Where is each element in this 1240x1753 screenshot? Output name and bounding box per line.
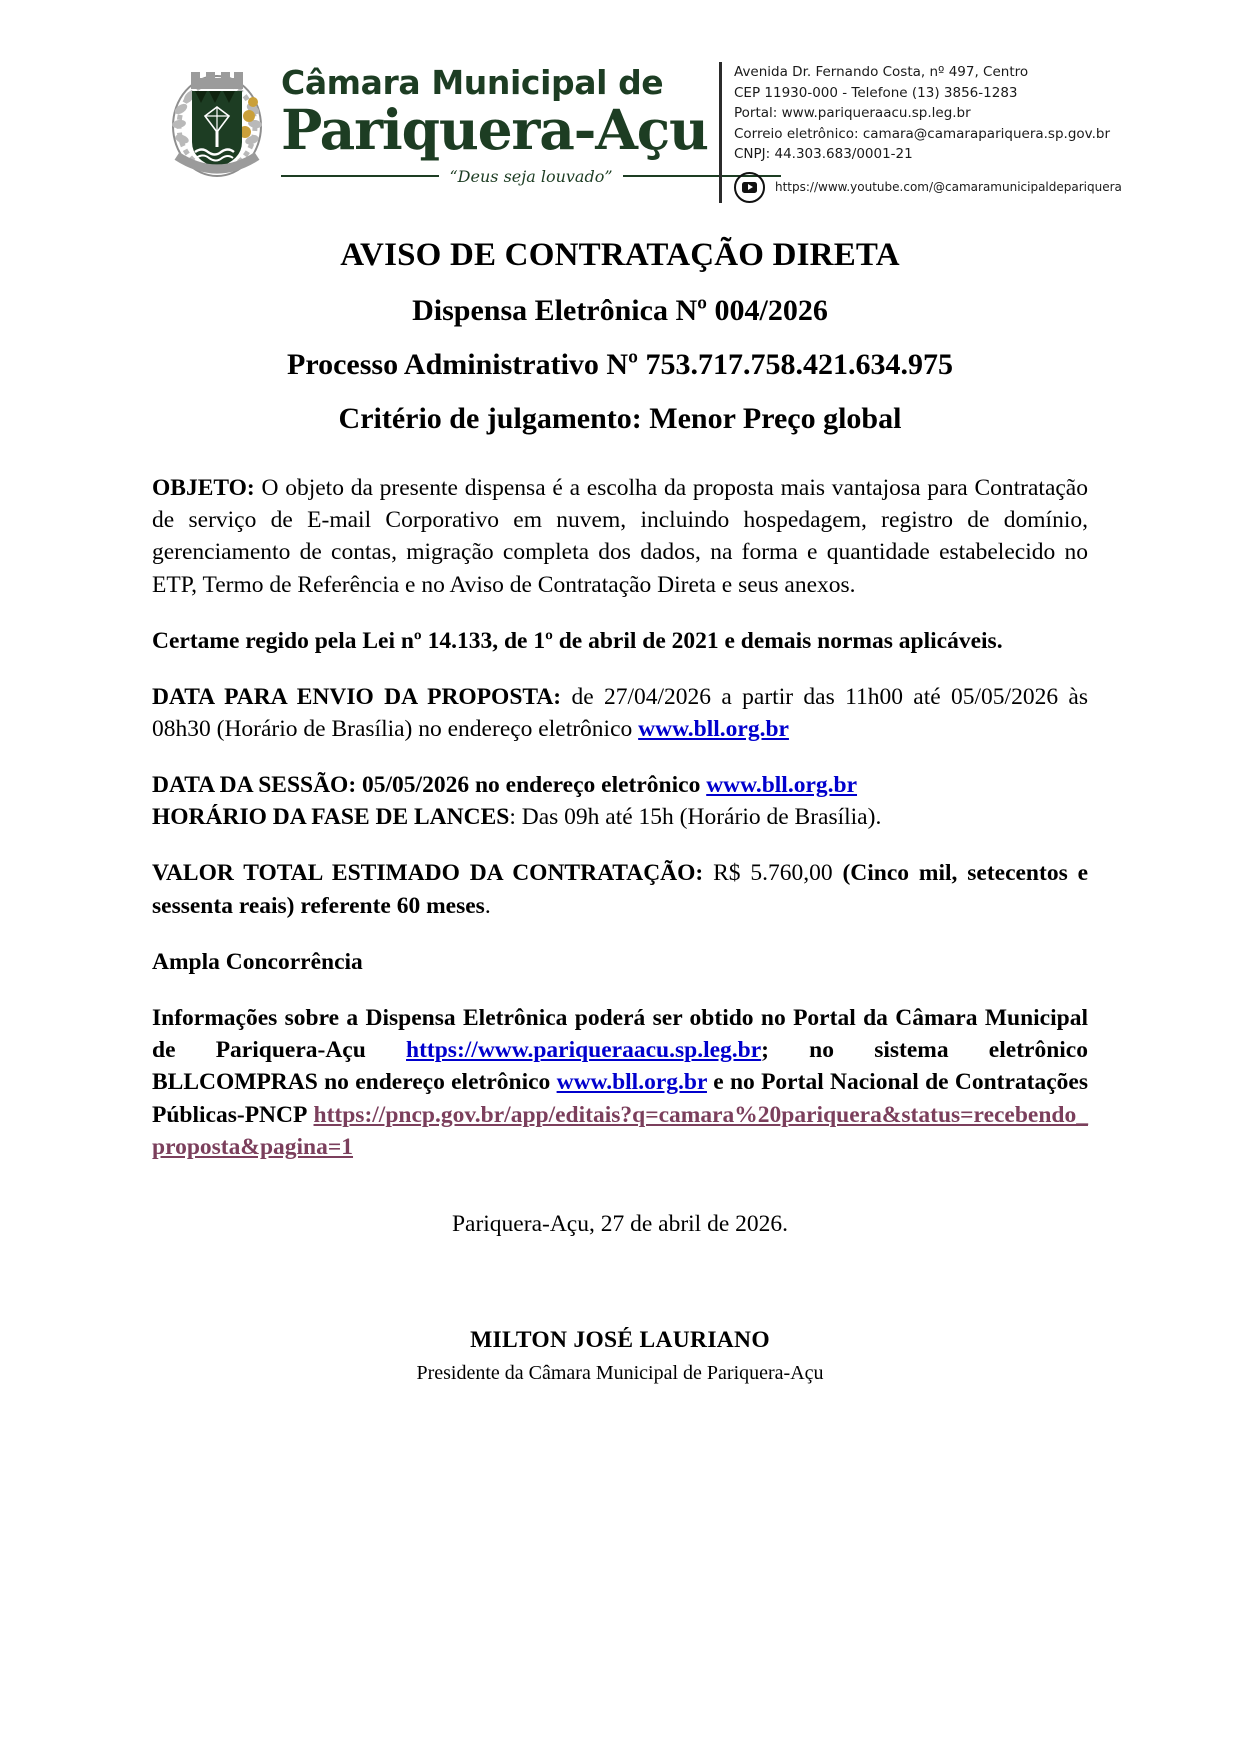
envio-text: de 27/04/2026 a partir das 11h00 até 05/05/2026 às 08h30 (Horário de Brasília) no endereço eletrônico [152,683,1088,743]
paragraph-informacoes [152,1002,1088,1164]
envio-label: DATA PARA ENVIO DA PROPOSTA: [152,683,562,710]
title-processo: Processo Administrativo Nº 753.717.758.421.634.975 [287,347,953,381]
pncp-link[interactable]: https://pncp.gov.br/app/editais?q=camara%20pariquera&status=recebendo_proposta&pagina=1 [152,1101,1088,1161]
contact-address: Avenida Dr. Fernando Costa, nº 497, Centro [734,64,1029,80]
youtube-icon [734,172,765,203]
portal-camara-link[interactable]: https://www.pariqueraacu.sp.leg.br [406,1037,762,1064]
title-criterio: Critério de julgamento: Menor Preço global [338,401,902,435]
page-title: AVISO DE CONTRATAÇÃO DIRETA [340,236,900,273]
brand-text [281,52,781,186]
contact-portal: Portal: www.pariqueraacu.sp.leg.br [734,105,971,122]
valor-extenso: (Cinco mil, setecentos e sessenta reais) referente 60 meses [152,860,1088,919]
paragraph-envio-proposta [152,681,1088,746]
paragraph-ampla-concorrencia: Ampla Concorrência [152,948,363,975]
lances-text: : Das 09h até 15h (Horário de Brasília). [509,804,882,831]
contact-cnpj: CNPJ: 44.303.683/0001-21 [734,146,913,163]
bll-link-envio[interactable]: www.bll.org.br [638,716,789,743]
info-text-1: Informações sobre a Dispensa Eletrônica poderá ser obtido no Portal da Câmara Municipal de Pariquera-Açu [152,1004,1088,1064]
coat-of-arms-icon [165,64,269,184]
document-body [152,472,1088,1388]
objeto-label: OBJETO: [152,474,255,501]
paragraph-sessao [152,769,1088,834]
brand-line-camara: Câmara Municipal de [281,63,664,102]
signer-role: Presidente da Câmara Municipal de Pariquera-Açu [416,1361,824,1384]
youtube-url[interactable]: https://www.youtube.com/@camaramunicipaldepariquera [775,179,1122,194]
paragraph-certame: Certame regido pela Lei nº 14.133, de 1º de abril de 2021 e demais normas aplicáveis. [152,627,1003,654]
paragraph-objeto [152,472,1088,602]
contact-block [719,62,1210,203]
youtube-row[interactable] [734,172,1210,203]
paragraph-valor [152,857,1088,922]
dateline: Pariquera-Açu, 27 de abril de 2026. [451,1210,789,1237]
letterhead [0,0,1240,203]
motto-row [281,167,781,186]
sessao-label: DATA DA SESSÃO: [152,772,357,799]
bll-link-sessao[interactable]: www.bll.org.br [706,772,858,799]
valor-end: . [484,892,491,919]
signature-block [152,1324,1088,1387]
objeto-text: O objeto da presente dispensa é a escolha da proposta mais vantajosa para Contratação de serviço de E-mail Corporativo em nuvem, incluindo hospedagem, registro de domínio, gerenciamento de contas, migração completa dos dados, na forma e quantidade estabelecido no ETP, Termo de Referência e no Aviso de Contratação Direta e seus anexos. [152,474,1088,598]
bll-link-info[interactable]: www.bll.org.br [556,1069,707,1096]
signer-name: MILTON JOSÉ LAURIANO [470,1327,770,1354]
valor-label: VALOR TOTAL ESTIMADO DA CONTRATAÇÃO: [152,860,704,887]
lances-label: HORÁRIO DA FASE DE LANCES [152,804,510,831]
document-titles [0,237,1240,436]
title-dispensa: Dispensa Eletrônica Nº 004/2026 [412,293,828,327]
info-text-2: ; no sistema eletrônico BLLCOMPRAS no endereço eletrônico [152,1037,1088,1096]
valor-value: R$ 5.760,00 [703,860,843,887]
brand-block [165,52,708,186]
brand-line-city: Pariquera-Açu [281,96,708,162]
contact-email: Correio eletrônico: camara@camarapariquera.sp.gov.br [734,125,1111,142]
sessao-text: 05/05/2026 no endereço eletrônico [356,772,707,799]
info-text-3: e no Portal Nacional de Contratações Públicas-PNCP [152,1069,1088,1128]
contact-cep-phone: CEP 11930-000 - Telefone (13) 3856-1283 [734,84,1018,101]
motto-rule-left [281,175,439,177]
motto-text: “Deus seja louvado” [449,166,613,186]
